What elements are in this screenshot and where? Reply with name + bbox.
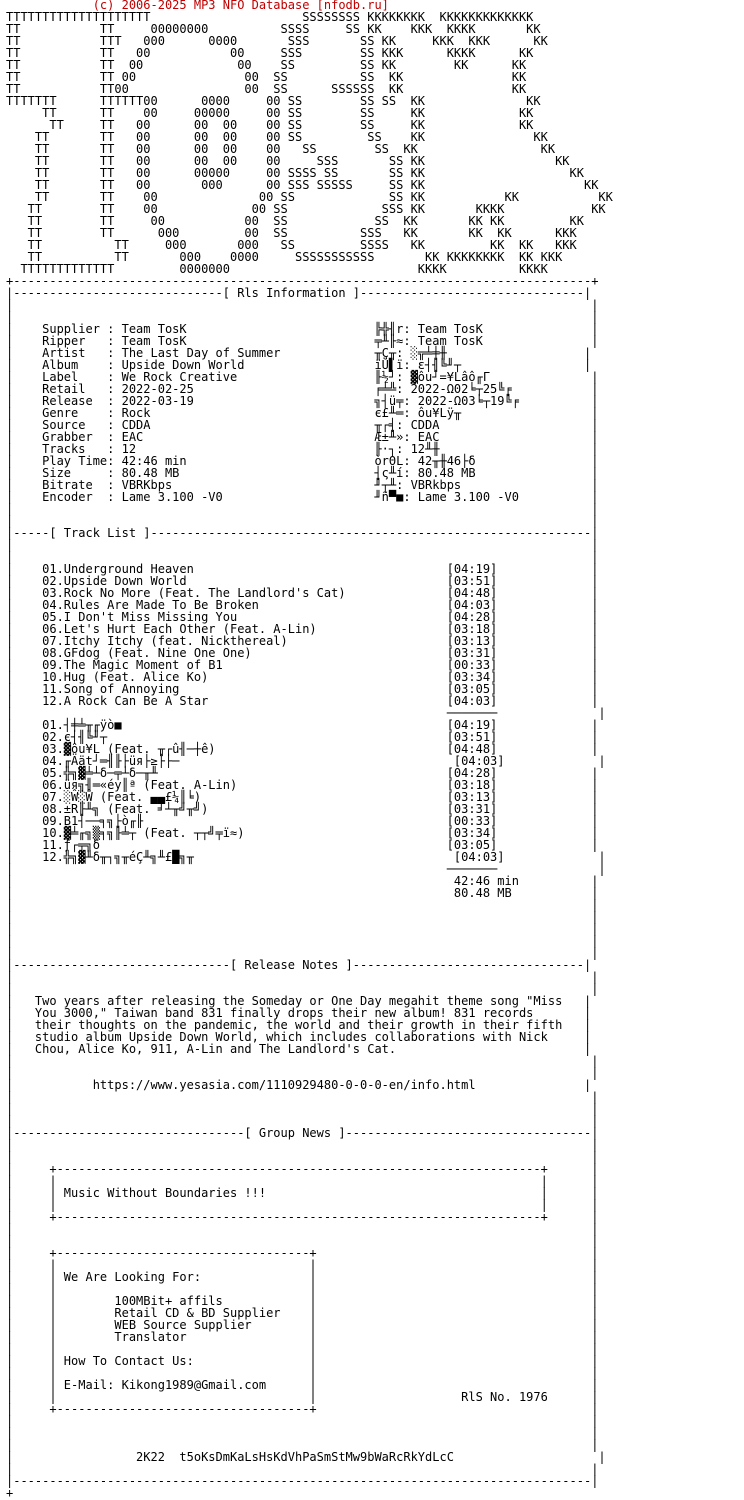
nfo-line: | |	[6, 1114, 599, 1128]
nfo-line: | 10.▓╧╓╗▒╕╗╟╧┬ (Feat. ┬┬╝╤ï≈) [03:34] |	[6, 826, 599, 840]
nfo-line: | 42:46 min |	[6, 874, 599, 888]
nfo-line: |-----[ Track List ]-------------------------------------------------------------|	[6, 526, 599, 540]
nfo-line: | Retail : 2022-02-25 ╒╧╩: 2022-Ω02╘┬25╚╒ |	[6, 382, 599, 396]
nfo-line: | | | RlS No. 1976 |	[6, 1390, 599, 1404]
nfo-header-title: (c) 2006-2025 MP3 NFO Database [nfodb.ru]	[6, 0, 389, 12]
nfo-line: TT TT 00 00 00 00 SSS SS KK KK	[6, 154, 570, 168]
nfo-line: | |	[6, 1222, 599, 1236]
nfo-line: | Chou, Alice Ko, 911, A-Lin and The Landlord's Cat. |	[6, 1042, 592, 1056]
nfo-line: | | Translator | |	[6, 1330, 599, 1344]
nfo-line: | 11.ƒ┌╤╗δ [03:05] |	[6, 838, 599, 852]
nfo-line: | https://www.yesasia.com/1110929480-0-0-0-en/info.html |	[6, 1078, 592, 1092]
nfo-line: | 01.Underground Heaven [04:19] |	[6, 562, 599, 576]
nfo-line: | 04.Rules Are Made To Be Broken [04:03] |	[6, 598, 599, 612]
nfo-line: | | E-Mail: Kikong1989@Gmail.com | |	[6, 1378, 599, 1392]
nfo-line: | 12.A Rock Can Be A Star [04:03] |	[6, 694, 599, 708]
nfo-line: | | | |	[6, 1282, 599, 1296]
nfo-line: | Source : CDDA ╥┌╡: CDDA |	[6, 418, 599, 432]
nfo-line: TT TT 00 00000 00 SSSS SS SS KK KK	[6, 166, 584, 180]
nfo-line: +	[6, 1486, 592, 1500]
nfo-line: TT TT 000 0000 SSSSSSSSSSS KK KKKKKKKK KK KKK	[6, 250, 563, 264]
nfo-line: TT TT 00 00 SS SS KK KK	[6, 70, 527, 84]
nfo-line: | |	[6, 946, 599, 960]
nfo-line: | 11.Song of Annoying [03:05] |	[6, 682, 599, 696]
nfo-line: | Genre : Rock є£╨═: ôu¥Lÿ╥ |	[6, 406, 599, 420]
nfo-line: TT TT00 00 SS SSSSSS KK KK	[6, 82, 527, 96]
nfo-line: | | Retail CD & BD Supplier | |	[6, 1306, 599, 1320]
nfo-line: | 05.╬╗▓╧┴δ─╤┴δ─╥╨ [04:28] |	[6, 766, 599, 780]
nfo-line: |--------------------------------[ Group News ]----------------------------------|	[6, 1126, 599, 1140]
nfo-line: | | How To Contact Us: | |	[6, 1354, 599, 1368]
nfo-line: |-----------------------------[ Rls Information ]-------------------------------|	[6, 286, 592, 300]
nfo-line: | |	[6, 1138, 599, 1152]
nfo-line: | |	[6, 910, 599, 924]
nfo-line: | 12.╬╗▓╨δ╥┐╗╥éÇ╨╗╨£█╗╥ [04:03] |	[6, 850, 606, 864]
nfo-line: | | | |	[6, 1258, 599, 1272]
nfo-line: TT TT 00 00 SS SSS KK KKKK KK	[6, 202, 606, 216]
nfo-line: TTTTTTT TTTTTT00 0000 00 SS SS SS KK KK	[6, 94, 541, 108]
nfo-line: | |	[6, 1102, 599, 1116]
nfo-line: | 02.є┤╢╚╜┬ [03:51] |	[6, 730, 599, 744]
nfo-line: TT TT 000 000 SS SSSS KK KK KK KKK	[6, 238, 577, 252]
nfo-line: | |	[6, 1150, 599, 1164]
nfo-text-block	[6, 0, 613, 1499]
nfo-line: | Ripper : Team TosK ╤╨╟≈: Team TosK |	[6, 334, 599, 348]
nfo-line: | Bitrate : VBRKbps ╜┬╨: VBRkbps |	[6, 478, 599, 492]
nfo-line: | You 3000," Taiwan band 831 finally drops their new album! 831 records |	[6, 1006, 592, 1020]
nfo-line: | | | |	[6, 1342, 599, 1356]
nfo-line: +--------------------------------------------------------------------------------+	[6, 274, 599, 288]
nfo-line: TTTTTTTTTTTTTTTTTTTT SSSSSSSS KKKKKKKK KKKKKKKKKKKKK	[6, 10, 534, 24]
nfo-line: | |	[6, 1426, 599, 1440]
nfo-line: | |	[6, 502, 599, 516]
nfo-line: TT TT 00 00 SSS SS KKK KKKK KK	[6, 46, 534, 60]
nfo-line: | | | |	[6, 1174, 599, 1188]
nfo-line: | Two years after releasing the Someday or One Day megahit theme song "Miss |	[6, 994, 592, 1008]
nfo-line: TT TT 00 00 SS SS KK KK KK	[6, 190, 613, 204]
nfo-line: |--------------------------------------------------------------------------------|	[6, 1474, 599, 1488]
nfo-line: | +-----------------------------------+ |	[6, 1402, 599, 1416]
nfo-line: | +-------------------------------------------------------------------+ |	[6, 1210, 599, 1224]
nfo-line: TT TT 00 000 00 SSS SSSSS SS KK KK	[6, 178, 599, 192]
nfo-line: | |	[6, 1234, 599, 1248]
nfo-line: | 07.Itchy Itchy (feat. Nickthereal) [03:13] |	[6, 634, 599, 648]
nfo-line: | 08.GFdog (Feat. Nine One One) [03:31] |	[6, 646, 599, 660]
nfo-line: | |	[6, 970, 599, 984]
nfo-line: TT TT 00 00 SS SS KK KK KK KK	[6, 214, 584, 228]
nfo-line: | 01.┤╪╧╥╓ÿò■ [04:19] |	[6, 718, 599, 732]
nfo-line: | 06.Let's Hurt Each Other (Feat. A-Lin) [03:18] |	[6, 622, 599, 636]
nfo-line: | 02.Upside Down World [03:51] |	[6, 574, 599, 588]
nfo-line: | | WEB Source Supplier | |	[6, 1318, 599, 1332]
nfo-line: | |	[6, 922, 599, 936]
nfo-line: | |	[6, 1054, 599, 1068]
nfo-line: | Play Time: 42:46 min òrΘL: 42╥╫46├δ |	[6, 454, 599, 468]
nfo-line: | Album : Upside Down World ïÜ▌ï: ε┤╢╚╜┬ |	[6, 358, 592, 372]
nfo-line: | | Music Without Boundaries !!! | |	[6, 1186, 599, 1200]
nfo-line: | studio album Upside Down World, which includes collaborations with Nick |	[6, 1030, 592, 1044]
nfo-line: TT TT 00 00 SS SS KK KK KK	[6, 58, 527, 72]
nfo-line: TT TT 000 00 SS SSS KK KK KK KKK	[6, 226, 577, 240]
nfo-line: | |	[6, 1438, 599, 1452]
nfo-line: | 2K22 t5oKsDmKaLsHsKdVhPaSmStMw9bWaRcRkYdLcC |	[6, 1450, 606, 1464]
nfo-line: TT TT 00 00 00 00 SS SS KK KK	[6, 130, 548, 144]
nfo-line: | | 100MBit+ affils | |	[6, 1294, 599, 1308]
nfo-line: | Artist : The Last Day of Summer ╥Ç╥: ░╦╧╪╫ |	[6, 346, 592, 360]
nfo-line: | +-----------------------------------+ |	[6, 1246, 599, 1260]
nfo-line: | 05.I Don't Miss Missing You [04:28] |	[6, 610, 599, 624]
nfo-line: | 06.üя╗╢═«éу║ª (Feat. A-Lin) [03:18] |	[6, 778, 599, 792]
nfo-line: | 03.Rock No More (Feat. The Landlord's Cat) [04:48] |	[6, 586, 599, 600]
nfo-line: | |	[6, 934, 599, 948]
nfo-line: | Release : 2022-03-19 ╗┤ü╤: 2022-Ω03╘┬19╚╒ |	[6, 394, 599, 408]
nfo-line: TTTTTTTTTTTTT 0000000 KKKK KKKK	[6, 262, 548, 276]
nfo-line: | Encoder : Lame 3.100 -V0 ╜ñ▀■: Lame 3.100 -V0 |	[6, 490, 599, 504]
nfo-line: TT TTT 000 0000 SSS SS KK KKK KKK KK	[6, 34, 548, 48]
nfo-line: | | We Are Looking For: | |	[6, 1270, 599, 1284]
nfo-line: | |	[6, 982, 599, 996]
nfo-line: | |	[6, 514, 599, 528]
nfo-line: TT TT 00 00 00 00 SS SS KK KK	[6, 142, 556, 156]
nfo-line: | |	[6, 1462, 599, 1476]
nfo-line: | Supplier : Team TosK ╠╬╢r: Team TosK |	[6, 322, 599, 336]
nfo-line: | 04.╓Äät┘═╢╟├üя├≥├├─ [04:03] |	[6, 754, 606, 768]
nfo-line: |------------------------------[ Release Notes ]--------------------------------|	[6, 958, 592, 972]
nfo-line: | |	[6, 538, 599, 552]
nfo-line: | | | |	[6, 1366, 599, 1380]
nfo-line: TT TT 00 00 00 00 SS SS KK KK	[6, 118, 534, 132]
nfo-line: | Size : 80.48 MB ┤ς╨í: 80.48 MB |	[6, 466, 599, 480]
nfo-line: | Label : We Rock Creative ╟½┘: ▓ôu┘=¥Lâô╓Γ |	[6, 370, 599, 384]
nfo-line: | |	[6, 310, 599, 324]
nfo-line: | 80.48 MB |	[6, 886, 599, 900]
nfo-line: | |	[6, 1090, 599, 1104]
nfo-line: | ─────── |	[6, 862, 606, 876]
nfo-line: | Grabber : EAC Æ±╨»: EAC |	[6, 430, 599, 444]
nfo-line: | their thoughts on the pandemic, the world and their growth in their fifth |	[6, 1018, 592, 1032]
nfo-line: | 09.B1┤──╕╗├ò╓╟ [00:33] |	[6, 814, 599, 828]
nfo-line: | Tracks : 12 ╟·┐: 12╨╫ |	[6, 442, 599, 456]
nfo-line: TT TT 00 00000 00 SS SS KK KK	[6, 106, 534, 120]
nfo-line: | | | |	[6, 1198, 599, 1212]
nfo-line: | 03.▓ôu¥L (Feat. ╥┌û╢─┼ê) [04:48] |	[6, 742, 599, 756]
nfo-line: | |	[6, 1414, 599, 1428]
nfo-line: | 10.Hug (Feat. Alice Ko) [03:34] |	[6, 670, 599, 684]
nfo-line: | +-------------------------------------------------------------------+ |	[6, 1162, 599, 1176]
nfo-line: | |	[6, 298, 599, 312]
nfo-line: TT TT 00000000 SSSS SS KK KKK KKKK KK	[6, 22, 541, 36]
nfo-line: | |	[6, 550, 599, 564]
nfo-line: | 07.░Ŵ░Ŵ (Feat. ▄▄£¼║╘) [03:13] |	[6, 790, 599, 804]
nfo-line: | |	[6, 1066, 599, 1080]
nfo-line: | 08.±R╟╨╗ (Feat. ╛┴╥╝╥╝) [03:31] |	[6, 802, 599, 816]
nfo-line: | ─────── |	[6, 706, 606, 720]
nfo-line: | 09.The Magic Moment of B1 [00:33] |	[6, 658, 599, 672]
nfo-line: | |	[6, 898, 599, 912]
